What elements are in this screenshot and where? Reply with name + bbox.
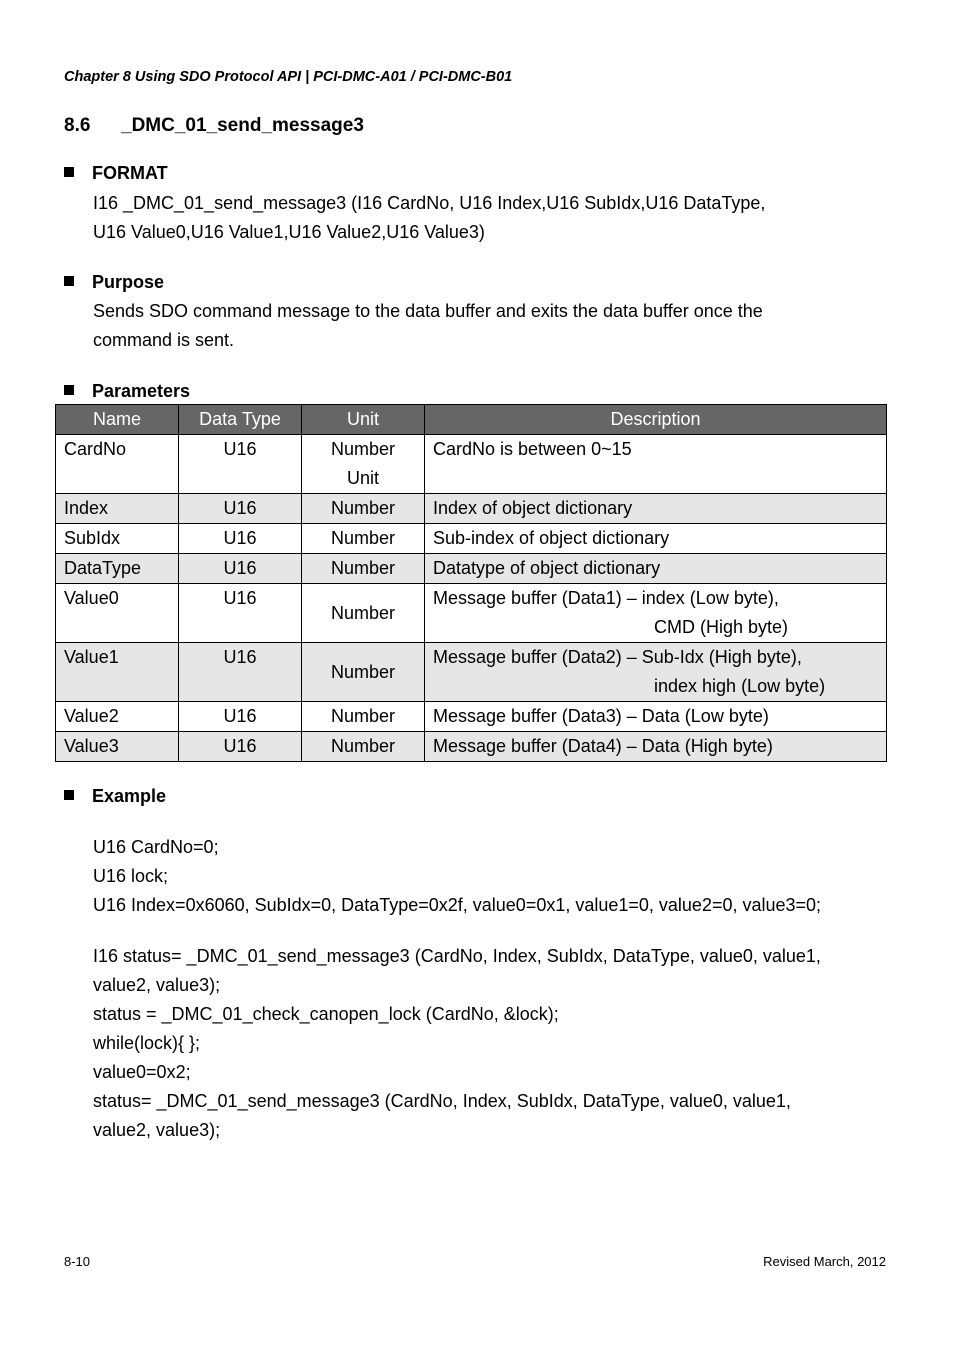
table-row bbox=[56, 524, 887, 554]
param-name: CardNo bbox=[56, 435, 179, 494]
param-name: Value0 bbox=[56, 584, 179, 643]
param-desc: Sub-index of object dictionary bbox=[425, 524, 887, 554]
param-unit-line: Number bbox=[330, 439, 396, 459]
table-row bbox=[56, 702, 887, 732]
format-heading bbox=[64, 163, 168, 184]
param-type: U16 bbox=[179, 494, 302, 524]
param-unit: Number bbox=[302, 584, 425, 643]
section-title bbox=[64, 115, 364, 137]
param-type: U16 bbox=[179, 435, 302, 494]
table-row bbox=[56, 643, 887, 702]
revision-date: Revised March, 2012 bbox=[763, 1254, 886, 1269]
table-header-row bbox=[56, 405, 887, 435]
table-row bbox=[56, 494, 887, 524]
code-line: value0=0x2; bbox=[93, 1062, 191, 1082]
section-name: _DMC_01_send_message3 bbox=[121, 115, 364, 136]
code-line: U16 CardNo=0; bbox=[93, 837, 219, 857]
param-type: U16 bbox=[179, 584, 302, 643]
param-unit-line: Unit bbox=[346, 468, 379, 488]
param-desc: Index of object dictionary bbox=[425, 494, 887, 524]
table-row bbox=[56, 584, 887, 643]
param-desc bbox=[425, 584, 887, 643]
format-line: U16 Value0,U16 Value1,U16 Value2,U16 Value3) bbox=[93, 222, 485, 242]
bullet-square-icon bbox=[64, 167, 74, 177]
param-unit bbox=[302, 435, 425, 494]
column-header-data-type: Data Type bbox=[179, 405, 302, 435]
table-row bbox=[56, 435, 887, 494]
format-line: I16 _DMC_01_send_message3 (I16 CardNo, U16 Index,U16 SubIdx,U16 DataType, bbox=[93, 193, 766, 213]
code-line: U16 Index=0x6060, SubIdx=0, DataType=0x2f, value0=0x1, value1=0, value2=0, value3=0; bbox=[93, 895, 822, 915]
param-unit: Number bbox=[302, 524, 425, 554]
page-number: 8-10 bbox=[64, 1254, 91, 1269]
code-line: value2, value3); bbox=[93, 1120, 221, 1140]
param-type: U16 bbox=[179, 702, 302, 732]
param-unit: Number bbox=[302, 732, 425, 762]
param-name: SubIdx bbox=[56, 524, 179, 554]
example-heading-label: Example bbox=[92, 786, 167, 806]
purpose-text bbox=[93, 297, 763, 355]
param-name: Value2 bbox=[56, 702, 179, 732]
param-name: Index bbox=[56, 494, 179, 524]
param-desc: Datatype of object dictionary bbox=[425, 554, 887, 584]
format-text bbox=[93, 189, 765, 247]
param-unit: Number bbox=[302, 494, 425, 524]
param-type: U16 bbox=[179, 524, 302, 554]
param-name: DataType bbox=[56, 554, 179, 584]
param-desc-line: Message buffer (Data1) – index (Low byte), bbox=[433, 588, 779, 608]
param-unit: Number bbox=[302, 702, 425, 732]
parameters-heading-label: Parameters bbox=[92, 381, 191, 401]
table-row bbox=[56, 732, 887, 762]
param-type: U16 bbox=[179, 732, 302, 762]
code-line: I16 status= _DMC_01_send_message3 (CardNo, Index, SubIdx, DataType, value0, value1, bbox=[93, 946, 821, 966]
format-heading-label: FORMAT bbox=[92, 163, 168, 183]
param-name: Value1 bbox=[56, 643, 179, 702]
param-unit: Number bbox=[302, 643, 425, 702]
bullet-square-icon bbox=[64, 385, 74, 395]
purpose-line: command is sent. bbox=[93, 330, 235, 350]
code-line: while(lock){ }; bbox=[93, 1033, 201, 1053]
section-number: 8.6 bbox=[64, 115, 91, 136]
code-line: U16 lock; bbox=[93, 866, 169, 886]
param-desc: Message buffer (Data3) – Data (Low byte) bbox=[425, 702, 887, 732]
table-row bbox=[56, 554, 887, 584]
example-code-block-2 bbox=[93, 942, 821, 1145]
param-type: U16 bbox=[179, 643, 302, 702]
param-desc bbox=[425, 643, 887, 702]
param-name: Value3 bbox=[56, 732, 179, 762]
purpose-heading bbox=[64, 272, 164, 293]
code-line: value2, value3); bbox=[93, 975, 221, 995]
param-desc-line: index high (Low byte) bbox=[654, 676, 826, 696]
param-desc: CardNo is between 0~15 bbox=[425, 435, 887, 494]
example-heading bbox=[64, 786, 166, 807]
param-desc-line: CMD (High byte) bbox=[654, 617, 789, 637]
bullet-square-icon bbox=[64, 276, 74, 286]
bullet-square-icon bbox=[64, 790, 74, 800]
chapter-header: Chapter 8 Using SDO Protocol API | PCI-DMC-A01 / PCI-DMC-B01 bbox=[64, 69, 513, 85]
parameters-heading bbox=[64, 381, 190, 402]
purpose-heading-label: Purpose bbox=[92, 272, 165, 292]
code-line: status= _DMC_01_send_message3 (CardNo, Index, SubIdx, DataType, value0, value1, bbox=[93, 1091, 791, 1111]
param-type: U16 bbox=[179, 554, 302, 584]
param-desc: Message buffer (Data4) – Data (High byte) bbox=[425, 732, 887, 762]
param-desc-line: Message buffer (Data2) – Sub-Idx (High byte), bbox=[433, 647, 802, 667]
purpose-line: Sends SDO command message to the data buffer and exits the data buffer once the bbox=[93, 301, 763, 321]
parameters-table bbox=[55, 404, 887, 762]
column-header-name: Name bbox=[56, 405, 179, 435]
code-line: status = _DMC_01_check_canopen_lock (CardNo, &lock); bbox=[93, 1004, 559, 1024]
column-header-description: Description bbox=[425, 405, 887, 435]
column-header-unit: Unit bbox=[302, 405, 425, 435]
example-code-block-1 bbox=[93, 833, 821, 920]
param-unit: Number bbox=[302, 554, 425, 584]
